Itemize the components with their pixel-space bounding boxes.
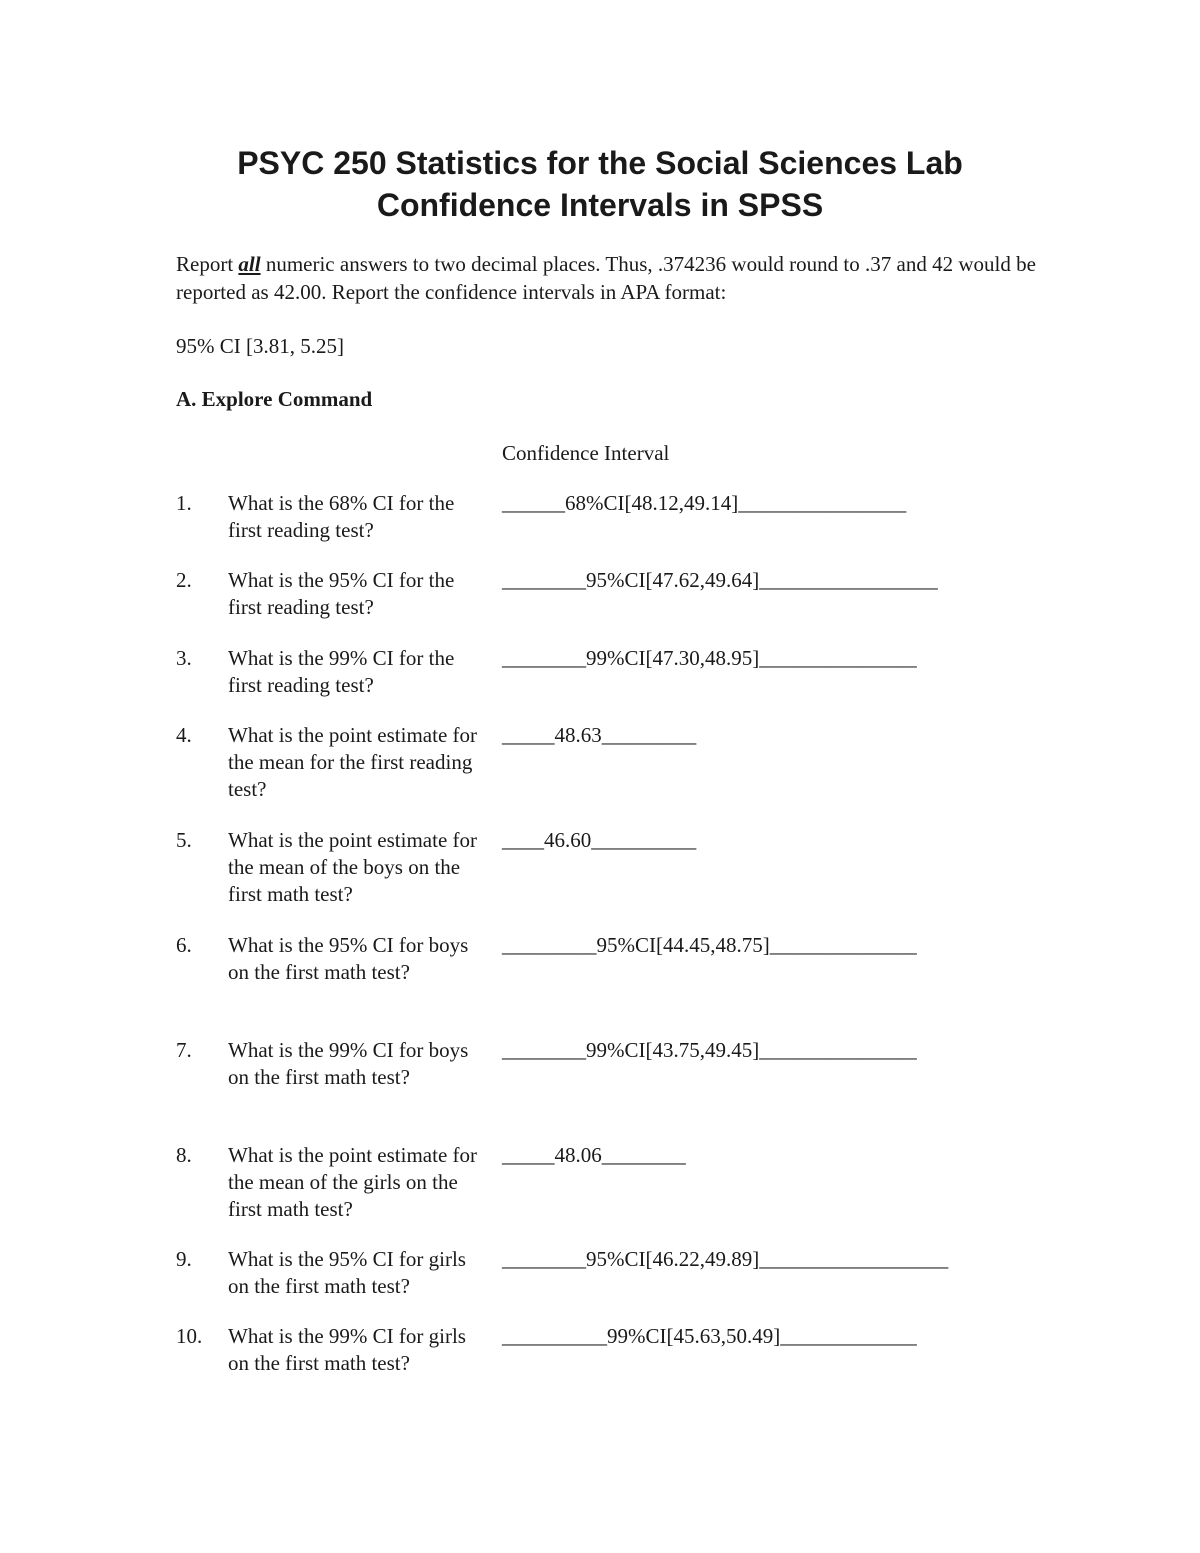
- question-text: What is the point estimate for the mean for the first reading test?: [228, 723, 478, 801]
- question-text: What is the point estimate for the mean of the boys on the first math test?: [228, 828, 478, 906]
- answer-field[interactable]: ________99%CI[43.75,49.45]_______________: [502, 1038, 917, 1062]
- answer-field[interactable]: __________99%CI[45.63,50.49]_____________: [502, 1324, 917, 1348]
- section-heading: A. Explore Command: [176, 387, 373, 411]
- answer-field[interactable]: ____46.60__________: [502, 828, 697, 852]
- answer-field[interactable]: _____48.06________: [502, 1143, 686, 1167]
- question-text: What is the 95% CI for the first reading test?: [228, 568, 455, 619]
- answer-field[interactable]: ________95%CI[47.62,49.64]_________________: [502, 568, 938, 592]
- answer-field[interactable]: ______68%CI[48.12,49.14]________________: [502, 491, 907, 515]
- question-text: What is the 99% CI for boys on the first math test?: [228, 1038, 469, 1089]
- question-number: 7.: [176, 1038, 192, 1062]
- title-line-2: Confidence Intervals in SPSS: [376, 187, 824, 223]
- question-text: What is the 95% CI for boys on the first math test?: [228, 933, 469, 984]
- question-number: 8.: [176, 1143, 192, 1167]
- question-number: 2.: [176, 568, 192, 592]
- question-number: 9.: [176, 1247, 192, 1271]
- intro-pre: Report: [176, 252, 239, 276]
- question-number: 10.: [176, 1324, 203, 1348]
- question-number: 5.: [176, 828, 192, 852]
- question-text: What is the 68% CI for the first reading test?: [228, 491, 455, 542]
- question-number: 3.: [176, 646, 192, 670]
- question-text: What is the 95% CI for girls on the first math test?: [228, 1247, 466, 1298]
- question-number: 1.: [176, 491, 192, 515]
- answer-field[interactable]: ________99%CI[47.30,48.95]_______________: [502, 646, 917, 670]
- answer-field[interactable]: ________95%CI[46.22,49.89]__________________: [502, 1247, 949, 1271]
- question-text: What is the 99% CI for the first reading test?: [228, 646, 455, 697]
- intro-emphasis: all: [238, 252, 261, 276]
- question-text: What is the 99% CI for girls on the first math test?: [228, 1324, 466, 1375]
- question-number: 6.: [176, 933, 192, 957]
- instructions-paragraph: [176, 250, 1076, 306]
- column-heading: Confidence Interval: [502, 441, 670, 465]
- question-number: 4.: [176, 723, 192, 747]
- apa-example: 95% CI [3.81, 5.25]: [176, 334, 344, 358]
- question-text: What is the point estimate for the mean of the girls on the first math test?: [228, 1143, 478, 1221]
- answer-field[interactable]: _________95%CI[44.45,48.75]______________: [502, 933, 917, 957]
- title-line-1: PSYC 250 Statistics for the Social Sciences Lab: [237, 145, 963, 181]
- intro-post: numeric answers to two decimal places. Thus, .374236 would round to .37 and 42 would be reported as 42.00. Report the confidence intervals in APA format:: [176, 252, 1036, 304]
- answer-field[interactable]: _____48.63_________: [502, 723, 697, 747]
